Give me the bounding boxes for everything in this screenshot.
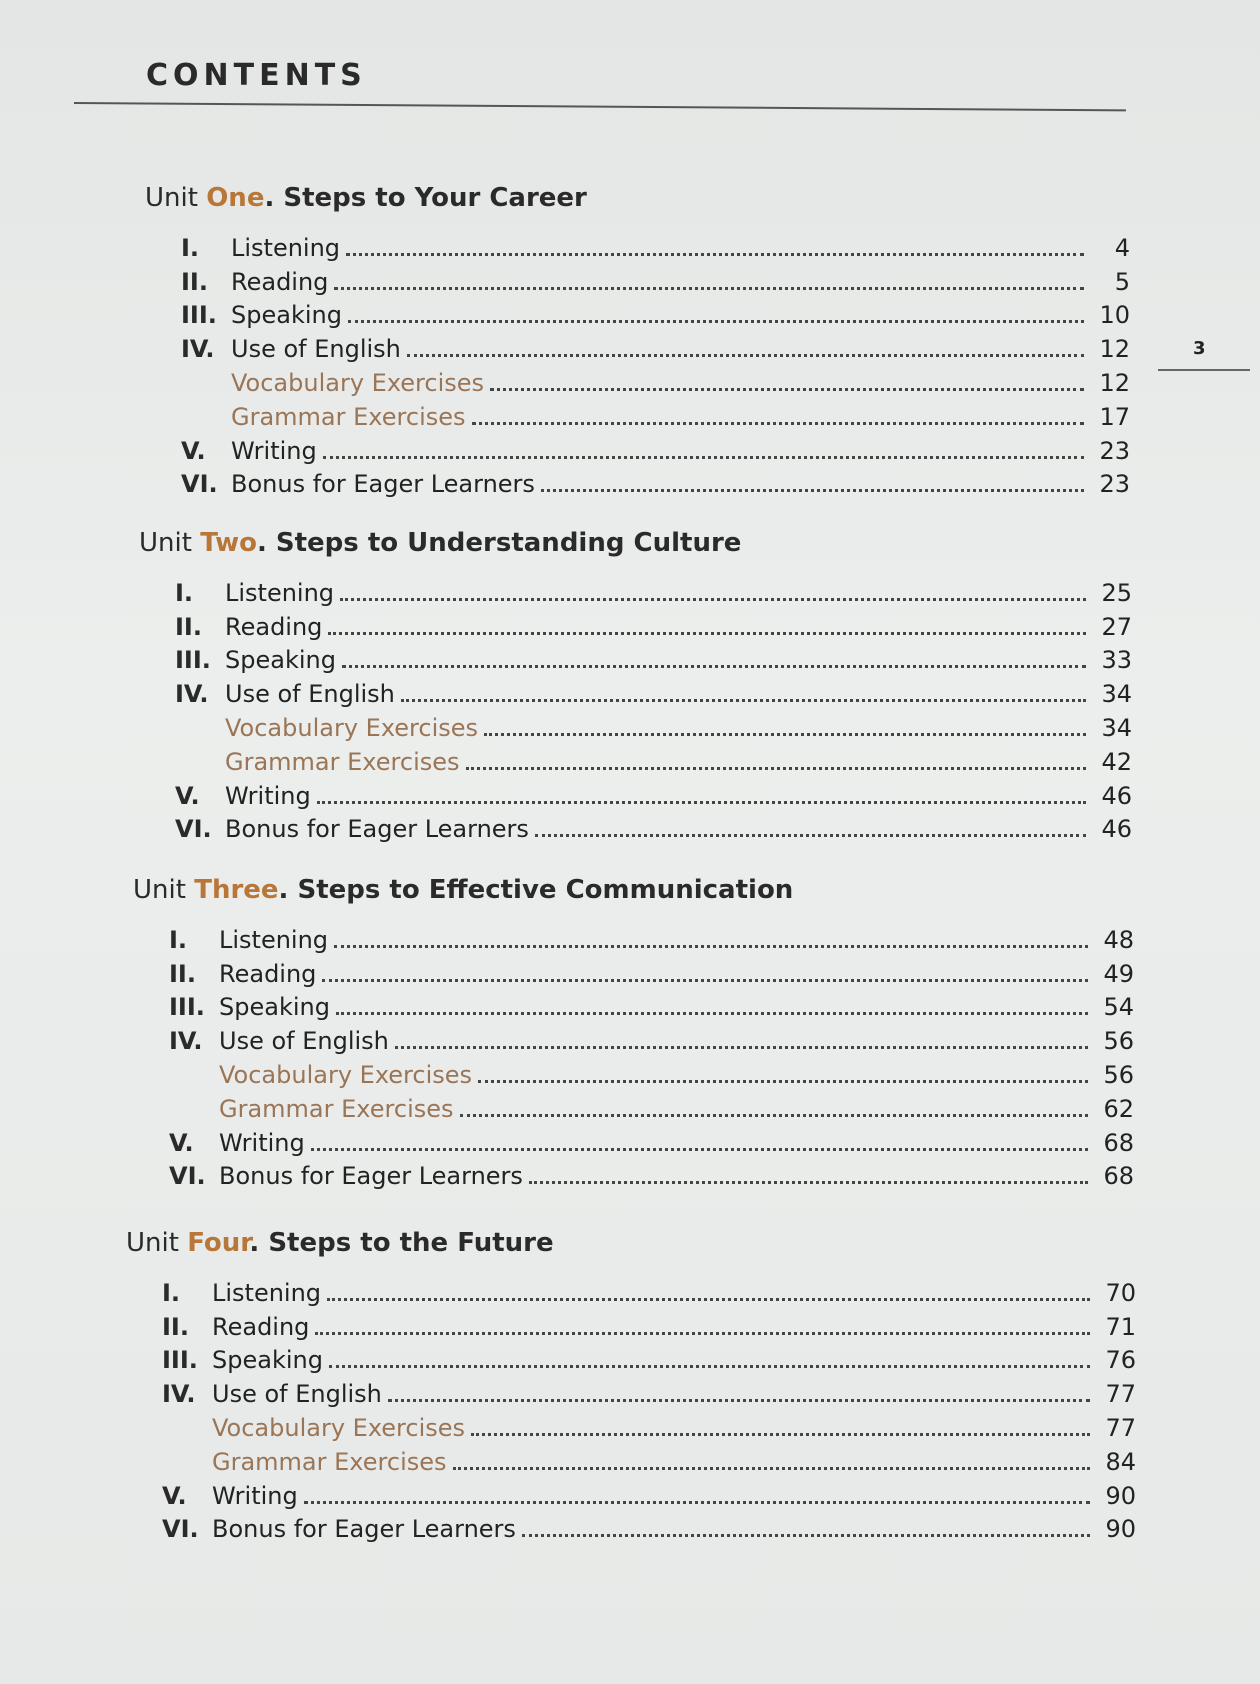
entry-label: Reading [225,612,323,641]
entry-label: Vocabulary Exercises [231,368,485,397]
unit-section [126,1223,1136,1543]
entry-page-number: 71 [1105,1312,1136,1341]
entry-numeral: I. [169,925,188,954]
entry-label: Grammar Exercises [219,1094,454,1123]
dot-leader [346,253,1084,256]
entry-label: Grammar Exercises [225,747,460,776]
entry-label: Reading [219,959,317,988]
dot-leader [334,287,1084,290]
entry-label: Writing [231,436,317,465]
dot-leader [317,801,1086,804]
entry-page-number: 34 [1101,680,1132,709]
toc-entry [133,1055,1134,1089]
entry-label: Speaking [231,301,342,330]
entry-numeral: I. [181,233,200,262]
entry-label: Writing [225,781,311,810]
dot-leader [322,979,1088,982]
dot-leader [342,665,1086,668]
entry-label: Grammar Exercises [231,402,466,431]
toc-entry [139,742,1132,776]
toc-entry [139,641,1132,675]
dot-leader [304,1501,1090,1504]
entry-numeral: II. [169,959,196,988]
entry-label: Bonus for Eager Learners [212,1515,516,1544]
entry-numeral: I. [162,1278,181,1307]
header-rule [74,102,1126,111]
entry-numeral: V. [181,436,206,465]
entry-page-number: 68 [1103,1128,1134,1157]
dot-leader [395,1046,1088,1049]
entry-list [145,228,1130,498]
unit-word: Unit [145,183,198,213]
entry-page-number: 62 [1103,1094,1134,1123]
toc-entry [133,988,1134,1022]
entry-label: Speaking [219,993,330,1022]
entry-label: Writing [212,1481,298,1510]
dot-leader [478,1080,1088,1083]
entry-page-number: 25 [1101,578,1132,607]
entry-page-number: 12 [1099,335,1130,364]
entry-label: Writing [219,1128,305,1157]
entry-page-number: 84 [1105,1447,1136,1476]
entry-page-number: 77 [1105,1380,1136,1409]
toc-entry [139,810,1132,844]
entry-numeral: IV. [175,680,209,709]
entry-label: Vocabulary Exercises [219,1060,473,1089]
toc-entry [133,1021,1134,1055]
entry-numeral: VI. [162,1515,199,1544]
entry-label: Vocabulary Exercises [225,713,479,742]
toc-entry [139,573,1132,607]
entry-label: Use of English [225,680,395,709]
entry-page-number: 10 [1099,301,1130,330]
dot-leader [466,767,1086,770]
toc-entry [145,363,1130,397]
toc-entry [139,708,1132,742]
entry-numeral: III. [181,301,217,330]
toc-entry [139,776,1132,810]
toc-entry [139,607,1132,641]
toc-entry [145,329,1130,363]
toc-entry [133,954,1134,988]
entry-label: Listening [219,925,329,954]
entry-label: Reading [212,1312,310,1341]
entry-page-number: 68 [1103,1162,1134,1191]
entry-page-number: 49 [1103,959,1134,988]
unit-title: . Steps to Your Career [264,183,587,213]
entry-label: Use of English [212,1380,382,1409]
entry-label: Speaking [212,1346,323,1375]
entry-page-number: 90 [1105,1515,1136,1544]
page-number: 3 [1193,338,1206,359]
entry-numeral: III. [162,1346,198,1375]
toc-entry [126,1273,1136,1307]
unit-word: Unit [126,1228,179,1258]
entry-page-number: 46 [1101,815,1132,844]
dot-leader [535,834,1086,837]
toc-entry [133,920,1134,954]
entry-page-number: 48 [1103,925,1134,954]
entry-numeral: III. [169,993,205,1022]
unit-title: . Steps to Effective Communication [278,875,794,905]
toc-entry [139,674,1132,708]
page-number-rule [1158,369,1250,371]
unit-number: Four [187,1228,250,1258]
entry-label: Vocabulary Exercises [212,1413,466,1442]
entry-page-number: 34 [1101,713,1132,742]
dot-leader [388,1399,1090,1402]
entry-label: Listening [225,578,335,607]
dot-leader [348,320,1084,323]
unit-section [139,523,1132,843]
dot-leader [471,1433,1090,1436]
entry-page-number: 70 [1105,1278,1136,1307]
dot-leader [484,733,1086,736]
entry-list [126,1273,1136,1543]
entry-numeral: VI. [181,470,218,499]
unit-word: Unit [139,528,192,558]
entry-page-number: 5 [1114,267,1130,296]
toc-entry [145,296,1130,330]
dot-leader [490,388,1084,391]
entry-label: Listening [231,233,341,262]
entry-page-number: 4 [1114,233,1130,262]
dot-leader [340,598,1086,601]
toc-entry [126,1374,1136,1408]
entry-label: Reading [231,267,329,296]
unit-heading [133,870,1134,910]
toc-entry [145,431,1130,465]
entry-page-number: 77 [1105,1413,1136,1442]
entry-page-number: 56 [1103,1060,1134,1089]
dot-leader [522,1534,1090,1537]
unit-number: Two [200,528,257,558]
toc-entry [126,1476,1136,1510]
toc-entry [145,262,1130,296]
entry-page-number: 46 [1101,781,1132,810]
toc-entry [145,228,1130,262]
dot-leader [328,632,1086,635]
dot-leader [529,1181,1088,1184]
unit-title: . Steps to the Future [249,1228,554,1258]
entry-numeral: II. [162,1312,189,1341]
toc-entry [145,465,1130,499]
dot-leader [460,1114,1088,1117]
entry-label: Grammar Exercises [212,1447,447,1476]
toc-entry [126,1510,1136,1544]
entry-label: Bonus for Eager Learners [225,815,529,844]
entry-label: Bonus for Eager Learners [231,470,535,499]
dot-leader [315,1332,1090,1335]
entry-page-number: 42 [1101,747,1132,776]
contents-heading: CONTENTS [146,58,367,93]
toc-entry [126,1341,1136,1375]
dot-leader [334,945,1088,948]
dot-leader [472,422,1084,425]
toc-entry [133,1157,1134,1191]
entry-label: Speaking [225,646,336,675]
toc-entry [126,1442,1136,1476]
unit-number: One [206,183,265,213]
entry-list [133,920,1134,1190]
entry-page-number: 33 [1101,646,1132,675]
entry-page-number: 76 [1105,1346,1136,1375]
unit-section [145,178,1130,498]
entry-numeral: I. [175,578,194,607]
entry-page-number: 27 [1101,612,1132,641]
dot-leader [329,1365,1090,1368]
entry-numeral: V. [169,1128,194,1157]
entry-numeral: IV. [162,1380,196,1409]
entry-label: Use of English [231,335,401,364]
entry-page-number: 23 [1099,436,1130,465]
unit-title: . Steps to Understanding Culture [256,528,742,558]
unit-heading [145,178,1130,218]
unit-section [133,870,1134,1190]
unit-heading [126,1223,1136,1263]
toc-entry [133,1089,1134,1123]
dot-leader [407,354,1084,357]
dot-leader [336,1012,1088,1015]
entry-numeral: IV. [169,1027,203,1056]
entry-numeral: II. [175,612,202,641]
unit-word: Unit [133,875,186,905]
entry-label: Bonus for Eager Learners [219,1162,523,1191]
dot-leader [323,456,1084,459]
entry-list [139,573,1132,843]
entry-label: Listening [212,1278,322,1307]
entry-numeral: VI. [175,815,212,844]
entry-page-number: 12 [1099,368,1130,397]
dot-leader [327,1298,1090,1301]
toc-entry [145,397,1130,431]
dot-leader [401,699,1086,702]
dot-leader [453,1467,1090,1470]
toc-entry [126,1408,1136,1442]
entry-numeral: VI. [169,1162,206,1191]
toc-entry [126,1307,1136,1341]
entry-numeral: II. [181,267,208,296]
unit-heading [139,523,1132,563]
entry-page-number: 56 [1103,1027,1134,1056]
dot-leader [311,1148,1088,1151]
entry-numeral: V. [175,781,200,810]
toc-entry [133,1123,1134,1157]
entry-page-number: 17 [1099,402,1130,431]
entry-numeral: V. [162,1481,187,1510]
entry-numeral: III. [175,646,211,675]
entry-page-number: 54 [1103,993,1134,1022]
unit-number: Three [194,875,279,905]
entry-page-number: 23 [1099,470,1130,499]
entry-page-number: 90 [1105,1481,1136,1510]
entry-label: Use of English [219,1027,389,1056]
entry-numeral: IV. [181,335,215,364]
dot-leader [541,489,1084,492]
